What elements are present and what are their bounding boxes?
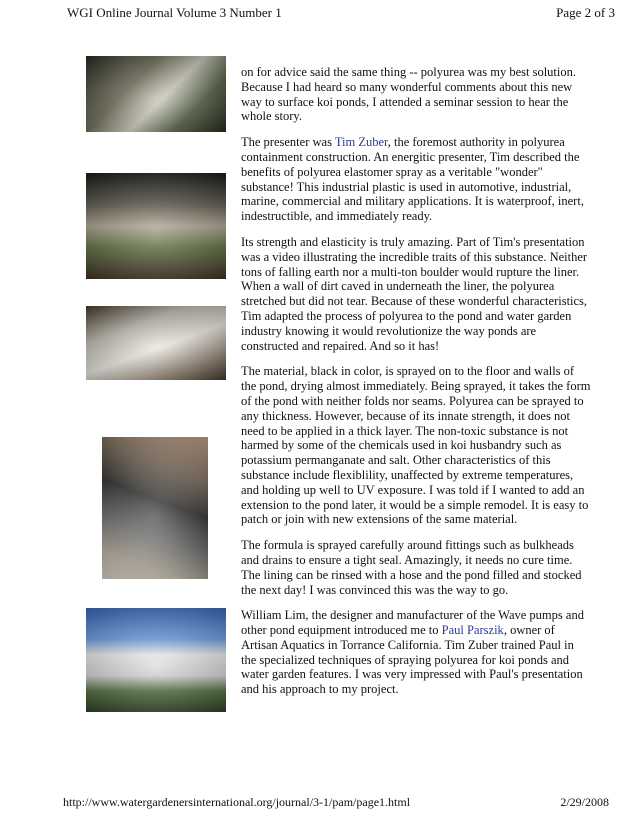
- photo-worker-protective-suit: [102, 437, 208, 579]
- paragraph-3: Its strength and elasticity is truly amazing. Part of Tim's presentation was a video illustrating the incredible traits of this substance. Neither tons of falling earth nor a multi-ton boulder would rupture the liner. When a wall of dirt caved in underneath the liner, the polyurea stretched but did not tear. Because of these wonderful characteristics, Tim adapted the process of polyurea to the pond and water garden industry knowing it would revolutionize the way ponds are constructed and repaired. And so it has!: [241, 234, 588, 353]
- paragraph-2: [241, 135, 591, 224]
- photo-shade: [86, 608, 226, 712]
- paragraph-6-rest: , owner of Artisan Aquatics in Torrance California. Tim Zuber trained Paul in the specialized techniques of spraying polyurea for koi ponds and water garden features. I was very impressed with Paul's presentation and his approach to my project.: [241, 623, 583, 697]
- page-url: http://www.watergardenersinternational.org/journal/3-1/pam/page1.html: [63, 795, 411, 809]
- paragraph-4: The material, black in color, is sprayed on to the floor and walls of the pond, drying almost immediately. Being sprayed, it takes the form of the pond with neither folds nor seams. Polyurea can be sprayed to any thickness. However, because of its innate strength, it does not need to be applied in a thick layer. The non-toxic substance is not harmed by some of the chemicals used in koi husbandry such as potassium permanganate and salt. Other characteristics of this substance include flexiblility, unaffected by extreme temperatures, and holding up well to UV exposure. I was told if I wanted to add an extension to the pond later, it would be a simple remodel. It is easy to patch or join with new extensions of the same material.: [241, 364, 591, 527]
- photo-shade: [86, 173, 226, 279]
- photo-shade: [86, 306, 226, 380]
- photo-shade: [86, 56, 226, 132]
- paragraph-6: [241, 608, 591, 697]
- page-number: Page 2 of 3: [556, 5, 615, 20]
- photo-worker-spraying: [86, 306, 226, 380]
- photo-shade: [102, 437, 208, 579]
- photo-pond-spraying: [86, 56, 226, 132]
- photo-pond-liner-wide: [86, 173, 226, 279]
- journal-title: WGI Online Journal Volume 3 Number 1: [67, 5, 282, 20]
- paragraph-5: The formula is sprayed carefully around fittings such as bulkheads and drains to ensure a tight seal. Amazingly, it needs no cure time. The lining can be rinsed with a hose and the pond filled and stocked the next day! I was convinced this was the way to go.: [241, 538, 582, 597]
- print-date: 2/29/2008: [560, 795, 609, 809]
- paragraph-2-lead: The presenter was: [241, 135, 335, 150]
- paragraph-6-lead: William Lim, the designer and manufacturer of the Wave pumps and other pond equipment introduced me to: [241, 608, 584, 638]
- photo-equipment-trailer: [86, 608, 226, 712]
- paragraph-2-rest: , the foremost authority in polyurea containment construction. An energitic presenter, Tim described the benefits of polyurea elastomer spray as a veritable "wonder" substance! This industrial plastic is used in automotive, industrial, marine, commercial and military applications. It is waterproof, inert, indestructible, and immediately ready.: [241, 135, 584, 224]
- paul-parszik-link[interactable]: Paul Parszik: [441, 623, 504, 638]
- paragraph-1: on for advice said the same thing -- polyurea was my best solution. Because I had heard so many wonderful comments about this new way to surface koi ponds, I attended a seminar session to hear the whole story.: [241, 65, 576, 124]
- tim-zuber-link[interactable]: Tim Zuber: [334, 135, 388, 150]
- article-body: [241, 65, 591, 708]
